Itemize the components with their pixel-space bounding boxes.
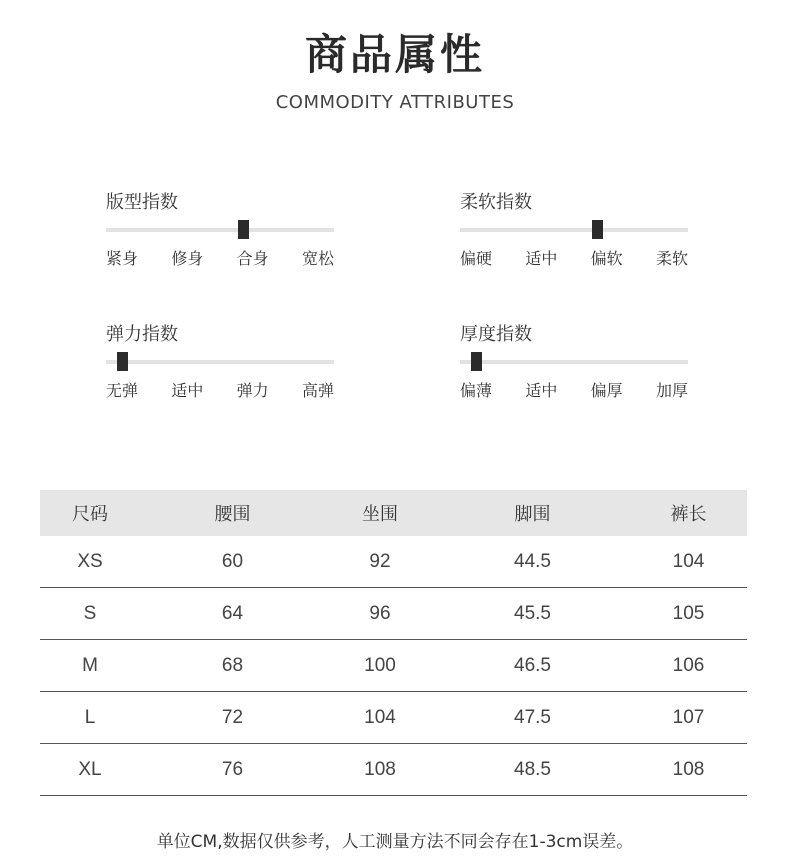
tick-label: 适中: [525, 249, 558, 268]
index-track: [460, 360, 688, 364]
tick-label: 偏硬: [460, 249, 493, 268]
measurement-note: 单位CM,数据仅供参考，人工测量方法不同会存在1-3cm误差。: [156, 832, 634, 852]
tick-label: 加厚: [655, 381, 688, 400]
table-cell: 105: [630, 588, 747, 640]
table-cell: XL: [40, 744, 140, 796]
column-header: 裤长: [630, 490, 747, 536]
index-fit: [106, 190, 341, 269]
tick-label: 偏软: [590, 249, 623, 268]
table-cell: 100: [325, 640, 435, 692]
table-cell: 60: [140, 536, 325, 588]
table-cell: 72: [140, 692, 325, 744]
tick-label: 偏厚: [590, 381, 623, 400]
table-cell: 108: [325, 744, 435, 796]
tick-label: 修身: [171, 249, 204, 268]
index-track: [106, 360, 334, 364]
table-cell: 47.5: [435, 692, 630, 744]
table-cell: 96: [325, 588, 435, 640]
table-cell: S: [40, 588, 140, 640]
index-label: 弹力指数: [106, 324, 178, 345]
tick-label: 适中: [525, 381, 558, 400]
table-cell: XS: [40, 536, 140, 588]
page-subtitle: COMMODITY ATTRIBUTES: [275, 92, 515, 113]
table-row: [40, 692, 747, 744]
table-cell: 107: [630, 692, 747, 744]
table-cell: 64: [140, 588, 325, 640]
table-cell: 104: [630, 536, 747, 588]
table-row: [40, 640, 747, 692]
tick-label: 合身: [236, 249, 269, 268]
tick-label: 适中: [171, 381, 204, 400]
table-cell: 68: [140, 640, 325, 692]
tick-label: 柔软: [655, 249, 688, 268]
size-table: [40, 490, 747, 796]
column-header: 坐围: [325, 490, 435, 536]
tick-label: 高弹: [301, 381, 334, 400]
index-thickness: [460, 322, 695, 401]
table-cell: 76: [140, 744, 325, 796]
tick-label: 宽松: [301, 249, 334, 268]
table-header-row: [40, 490, 747, 536]
index-elasticity: [106, 322, 341, 401]
index-label: 厚度指数: [460, 324, 532, 345]
table-cell: 104: [325, 692, 435, 744]
table-cell: 44.5: [435, 536, 630, 588]
tick-label: 偏薄: [460, 381, 493, 400]
page-title: 商品属性: [304, 30, 485, 79]
table-row: [40, 744, 747, 796]
table-cell: 45.5: [435, 588, 630, 640]
table-cell: 106: [630, 640, 747, 692]
index-softness: [460, 190, 695, 269]
table-row: [40, 536, 747, 588]
index-track: [460, 228, 688, 232]
table-cell: M: [40, 640, 140, 692]
tick-label: 紧身: [106, 249, 139, 268]
table-cell: L: [40, 692, 140, 744]
index-knob: [117, 352, 128, 371]
index-knob: [471, 352, 482, 371]
index-track: [106, 228, 334, 232]
index-label: 版型指数: [106, 192, 178, 213]
tick-label: 无弹: [106, 381, 139, 400]
column-header: 腰围: [140, 490, 325, 536]
index-knob: [238, 220, 249, 239]
table-cell: 108: [630, 744, 747, 796]
index-knob: [592, 220, 603, 239]
table-row: [40, 588, 747, 640]
table-cell: 48.5: [435, 744, 630, 796]
column-header: 脚围: [435, 490, 630, 536]
column-header: 尺码: [40, 490, 140, 536]
index-label: 柔软指数: [460, 192, 532, 213]
tick-label: 弹力: [236, 381, 269, 400]
table-cell: 46.5: [435, 640, 630, 692]
table-cell: 92: [325, 536, 435, 588]
